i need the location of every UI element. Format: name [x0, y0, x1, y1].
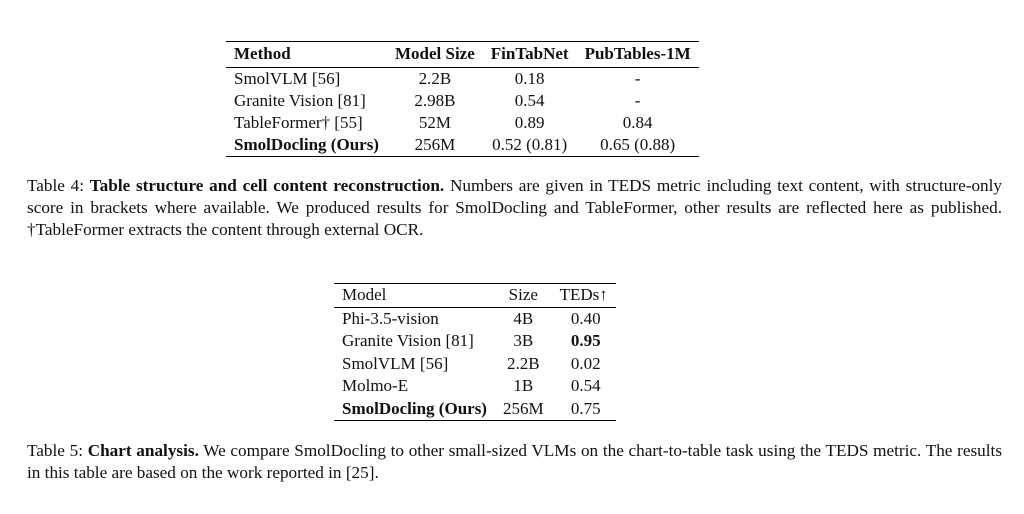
table-row	[334, 375, 616, 398]
table-5-header-model: Model	[334, 284, 495, 308]
table-row	[334, 330, 616, 353]
table-cell: Granite Vision [81]	[234, 91, 366, 110]
caption-title: Table structure and cell content reconstruction.	[89, 176, 445, 195]
table-cell: 0.75	[552, 398, 616, 421]
table-row	[334, 307, 616, 330]
table-cell: Phi-3.5-vision	[342, 308, 439, 328]
table-5-header-size: Size	[495, 284, 552, 308]
table-4-header-method: Method	[226, 42, 387, 68]
table-4-header-fintabnet: FinTabNet	[483, 42, 577, 68]
table-4-caption	[27, 175, 1002, 241]
table-4-header-model-size: Model Size	[387, 42, 483, 68]
table-cell: -	[634, 91, 641, 110]
table-cell: 256M	[387, 134, 483, 157]
table-row	[334, 353, 616, 376]
table-5-header-teds: TEDs↑	[552, 284, 616, 308]
table-row	[226, 90, 699, 112]
table-cell: SmolVLM [56]	[342, 353, 449, 373]
caption-title: Chart analysis.	[87, 441, 199, 460]
table-cell: 2.2B	[507, 353, 540, 373]
table-row	[226, 68, 699, 91]
table-cell: Molmo-E	[342, 376, 409, 396]
table-cell: Granite Vision [81]	[342, 331, 474, 351]
table-5-header-row	[334, 284, 616, 308]
caption-label: Table 5:	[27, 441, 88, 460]
caption-label: Table 4:	[27, 176, 90, 195]
table-cell: SmolDocling (Ours)	[226, 134, 387, 157]
caption-text: Numbers are given in TEDS metric including text content, with structure-only score in brackets where available. We produced results for SmolDocling and TableFormer, other results are reflected here as published. †TableFormer extracts the content through external OCR.	[27, 176, 1002, 239]
table-cell: 256M	[495, 398, 552, 421]
table-cell: SmolVLM [56]	[234, 69, 341, 88]
table-4-header-row	[226, 42, 699, 68]
table-cell: 0.65 (0.88)	[577, 134, 699, 157]
table-cell: 3B	[513, 331, 534, 351]
table-cell: SmolDocling (Ours)	[334, 398, 495, 421]
table-cell: 1B	[513, 376, 534, 396]
table-row	[334, 398, 616, 421]
table-cell: 0.54	[570, 376, 601, 396]
table-cell: TableFormer† [55]	[234, 113, 363, 132]
table-5-caption	[27, 440, 1002, 484]
table-cell: 0.89	[514, 113, 545, 132]
table-cell: 2.2B	[418, 69, 452, 88]
table-cell: -	[634, 69, 641, 88]
table-cell: 0.40	[570, 308, 601, 328]
table-cell: 0.18	[514, 69, 545, 88]
table-5	[334, 283, 616, 421]
table-cell: 0.02	[570, 353, 601, 373]
table-cell: 52M	[418, 113, 451, 132]
table-row	[226, 112, 699, 134]
table-row	[226, 134, 699, 157]
caption-text: We compare SmolDocling to other small-sized VLMs on the chart-to-table task using the TEDS metric. The results in this table are based on the work reported in [25].	[27, 441, 1003, 482]
table-cell: 2.98B	[414, 91, 456, 110]
table-cell: 4B	[513, 308, 534, 328]
table-cell: 0.95	[570, 331, 601, 351]
table-4-header-pubtables: PubTables-1M	[577, 42, 699, 68]
table-cell: 0.54	[514, 91, 545, 110]
table-4	[226, 41, 699, 157]
table-cell: 0.52 (0.81)	[483, 134, 577, 157]
table-cell: 0.84	[622, 113, 653, 132]
